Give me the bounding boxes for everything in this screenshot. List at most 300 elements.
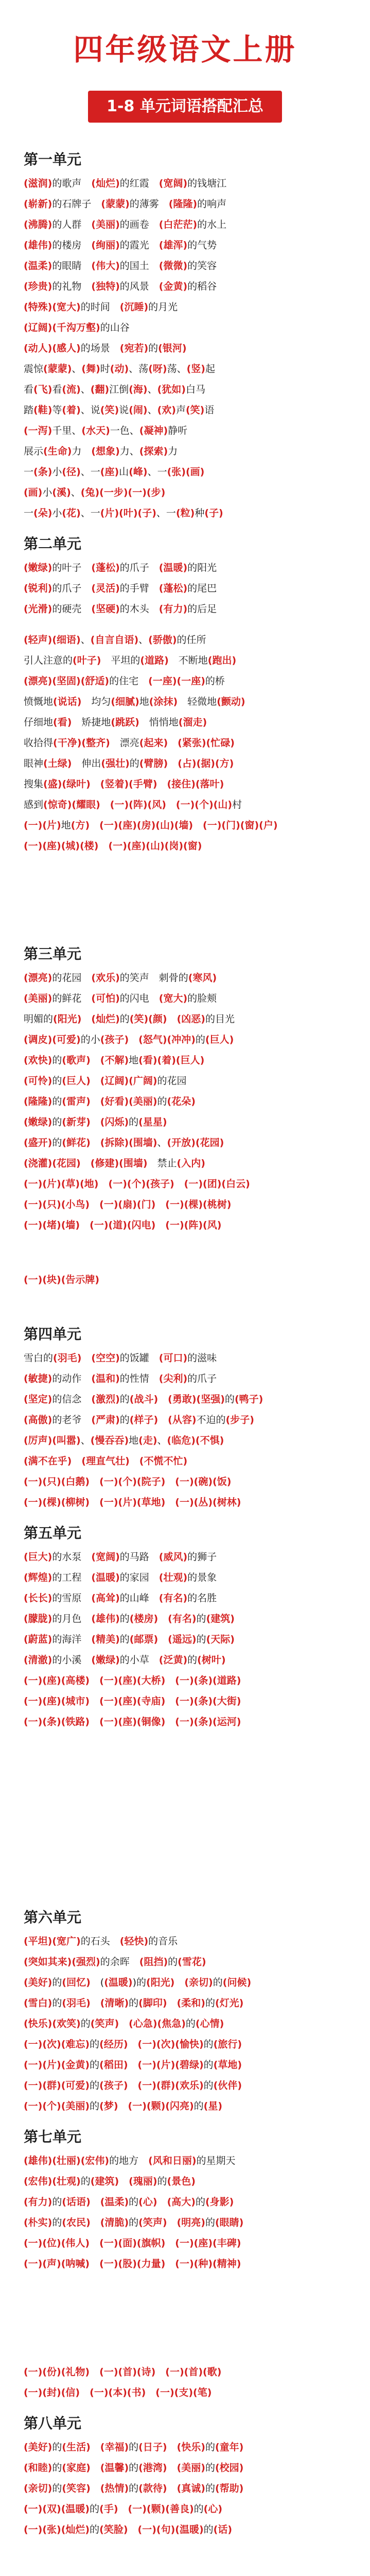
word-line: [24, 297, 346, 317]
highlight-word: (金黄): [158, 281, 188, 292]
highlight-word: (条): [33, 466, 52, 478]
word-line: [24, 1931, 346, 1952]
highlight-word: (峰): [129, 466, 148, 478]
word-line: [24, 214, 346, 235]
highlight-word: (绿叶): [62, 778, 91, 790]
plain-text: 的: [52, 1977, 62, 1988]
highlight-word: (星星): [138, 1116, 167, 1128]
plain-text: 的月光: [148, 301, 178, 313]
highlight-word: (轻快): [119, 1936, 149, 1947]
highlight-word: (幸福): [100, 2442, 129, 2453]
plain-text: [90, 2366, 99, 2378]
highlight-word: (涂抹): [149, 696, 178, 707]
highlight-word: (说话): [53, 696, 82, 707]
plain-text: [99, 1178, 109, 1190]
highlight-word: (理直气壮): [81, 1455, 130, 1467]
highlight-word: (座): [118, 1675, 137, 1686]
plain-text: 的后足: [187, 603, 217, 615]
plain-text: [128, 2039, 138, 2050]
highlight-word: (竖着): [100, 778, 129, 790]
highlight-word: (笑): [129, 1013, 149, 1025]
plain-text: 的老爷: [52, 1414, 92, 1426]
plain-text: 的: [205, 2483, 215, 2494]
highlight-word: (轻声): [24, 634, 52, 646]
plain-text: 均匀: [81, 696, 111, 707]
highlight-word: (白云): [221, 1178, 250, 1190]
highlight-word: (一): [90, 1219, 109, 1231]
plain-text: 的鲜花: [52, 993, 92, 1004]
plain-text: 的: [129, 2462, 139, 2473]
highlight-word: (一): [24, 2080, 43, 2091]
highlight-word: (一): [24, 2238, 43, 2249]
plain-text: 的霞光: [119, 240, 159, 251]
highlight-word: (天际): [206, 1634, 235, 1645]
highlight-word: (稻田): [99, 2059, 128, 2071]
highlight-word: (校园): [215, 2462, 244, 2473]
highlight-word: (风): [203, 1219, 222, 1231]
highlight-word: (风): [147, 799, 166, 810]
plain-text: 说: [119, 404, 129, 416]
highlight-word: (温暖): [91, 1572, 120, 1583]
highlight-word: (颜): [148, 1013, 167, 1025]
section-gap: [24, 1742, 346, 1820]
highlight-word: (一): [24, 840, 43, 852]
plain-text: 的: [52, 2442, 62, 2453]
word-line: [24, 630, 346, 650]
highlight-word: (一): [175, 1497, 194, 1508]
highlight-word: (一): [24, 1219, 43, 1231]
highlight-word: (画): [24, 487, 43, 498]
highlight-word: (宽大): [52, 301, 81, 313]
plain-text: 的响声: [197, 198, 227, 210]
plain-text: [91, 778, 100, 790]
plain-text: 的: [205, 2462, 215, 2473]
plain-text: [146, 2387, 155, 2398]
highlight-word: (竖): [186, 363, 205, 375]
word-line: [24, 1691, 346, 1711]
plain-text: 的景象: [187, 1572, 217, 1583]
plain-text: 地: [139, 696, 149, 707]
highlight-word: (张): [167, 466, 186, 478]
word-line: [24, 1451, 346, 1471]
plain-text: 的: [157, 2176, 167, 2187]
plain-text: [128, 2524, 138, 2535]
highlight-word: (亲切): [184, 1977, 213, 1988]
word-line: [24, 400, 346, 420]
section-gap: [24, 2284, 346, 2362]
highlight-word: (据): [196, 758, 215, 769]
plain-text: [168, 758, 178, 769]
plain-text: 轻微地: [178, 696, 217, 707]
highlight-word: (白鹅): [61, 1476, 90, 1487]
section-gap: [24, 867, 346, 944]
highlight-word: (一): [99, 2238, 118, 2249]
section-gap: [24, 1300, 346, 1324]
highlight-word: (首): [184, 2366, 203, 2378]
plain-text: 的信念: [52, 1394, 92, 1405]
highlight-word: (崭新): [24, 198, 52, 210]
highlight-word: (一): [175, 1476, 194, 1487]
highlight-word: (可爱): [52, 1034, 81, 1045]
plain-text: 的爪子: [187, 1373, 217, 1384]
plain-text: 的: [193, 2100, 204, 2112]
highlight-word: (怒气): [138, 1034, 167, 1045]
highlight-word: (辽阔): [100, 1075, 129, 1087]
highlight-word: (子): [204, 507, 223, 519]
unit-section: [24, 1907, 346, 2116]
plain-text: [90, 1497, 99, 1508]
highlight-word: (脚印): [138, 1997, 167, 2009]
unit-title: 第一单元: [24, 151, 82, 168]
highlight-word: (美丽): [129, 1096, 157, 1107]
highlight-word: (份): [42, 2366, 61, 2378]
highlight-word: (辉煌): [24, 1572, 52, 1583]
plain-text: 小: [42, 487, 52, 498]
highlight-word: (方): [215, 758, 234, 769]
highlight-word: (一): [24, 2387, 43, 2398]
highlight-word: (灿烂): [91, 1013, 120, 1025]
highlight-word: (宽阔): [91, 1551, 120, 1563]
word-line: [24, 2519, 346, 2540]
plain-text: [157, 2196, 167, 2208]
plain-text: 的花园: [157, 1075, 187, 1087]
highlight-word: (蓬松): [91, 562, 120, 573]
plain-text: 的眼睛: [52, 260, 92, 272]
word-line: [24, 1348, 346, 1368]
highlight-word: (一): [99, 1476, 118, 1487]
plain-text: [72, 1455, 81, 1467]
highlight-word: (只): [42, 1199, 61, 1210]
highlight-word: (美好): [24, 2442, 52, 2453]
highlight-word: (围墙): [129, 1137, 157, 1148]
highlight-word: (落叶): [195, 778, 224, 790]
plain-text: 的任所: [177, 634, 206, 646]
plain-text: 的: [52, 1137, 62, 1148]
highlight-word: (耀眼): [72, 799, 100, 810]
plain-text: [80, 1219, 90, 1231]
plain-text: 震惊: [24, 363, 44, 375]
plain-text: 的: [205, 2217, 215, 2228]
plain-text: 的: [52, 1055, 62, 1066]
plain-text: [168, 737, 178, 749]
highlight-word: (花朵): [167, 1096, 196, 1107]
plain-text: 的: [90, 2080, 100, 2091]
plain-text: 矫捷地: [72, 717, 111, 728]
highlight-word: (漂亮): [24, 972, 52, 984]
plain-text: [165, 1497, 175, 1508]
plain-text: [119, 2176, 129, 2187]
highlight-word: (地): [80, 1178, 99, 1190]
plain-text: 的笑声 刺骨的: [119, 972, 188, 984]
plain-text: [167, 1997, 177, 2009]
plain-text: 的水泵: [52, 1551, 92, 1563]
word-line: [24, 2382, 346, 2403]
plain-text: 、: [80, 634, 91, 646]
highlight-word: (帮助): [215, 2483, 244, 2494]
highlight-word: (动): [110, 363, 129, 375]
plain-text: 展示: [24, 446, 44, 457]
word-line: [24, 173, 346, 194]
plain-text: 的: [80, 2018, 91, 2029]
plain-text: [167, 1013, 177, 1025]
highlight-word: (方): [71, 820, 90, 831]
plain-text: 的闪电: [119, 993, 159, 1004]
highlight-word: (一): [165, 1199, 184, 1210]
highlight-word: (巨人): [205, 1034, 234, 1045]
highlight-word: (句): [156, 2524, 175, 2535]
plain-text: 的场景: [80, 343, 120, 354]
highlight-word: (孩子): [99, 2080, 128, 2091]
highlight-word: (树林): [213, 1497, 241, 1508]
highlight-word: (双): [42, 2503, 61, 2515]
highlight-word: (灿烂): [61, 2524, 90, 2535]
plain-text: 愤慨地: [24, 696, 54, 707]
highlight-word: (激烈): [91, 1394, 120, 1405]
word-line: [24, 712, 346, 733]
plain-text: [90, 2258, 99, 2269]
highlight-word: (沸腾): [24, 219, 52, 230]
highlight-word: (特殊): [24, 301, 52, 313]
highlight-word: (欢笑): [52, 2018, 81, 2029]
highlight-word: (款待): [138, 2483, 167, 2494]
highlight-word: (棵): [42, 1497, 61, 1508]
plain-text: 力: [168, 446, 178, 457]
plain-text: 的: [129, 2483, 139, 2494]
highlight-word: (阵): [184, 1219, 203, 1231]
plain-text: 、一: [80, 466, 100, 478]
highlight-word: (溜走): [178, 717, 207, 728]
section-gap: [24, 1246, 346, 1269]
word-line: [24, 1471, 346, 1492]
page-subtitle: 1-8 单元词语搭配汇总: [88, 91, 282, 123]
plain-text: [90, 820, 99, 831]
plain-text: 的爪子: [119, 562, 159, 573]
highlight-word: (道): [108, 1219, 127, 1231]
highlight-word: (厉声): [24, 1435, 52, 1446]
highlight-word: (雄伟): [24, 2155, 52, 2166]
highlight-word: (一): [99, 1716, 118, 1727]
highlight-word: (座): [118, 820, 137, 831]
highlight-word: (蔚蓝): [24, 1634, 52, 1645]
word-line: [24, 1670, 346, 1691]
plain-text: 的: [90, 2524, 100, 2535]
highlight-word: (叶子): [73, 655, 101, 666]
highlight-word: (群): [156, 2080, 175, 2091]
highlight-word: (手): [99, 2503, 118, 2515]
highlight-word: (次): [156, 2039, 175, 2050]
highlight-word: (生命): [43, 446, 72, 457]
highlight-word: (花园): [52, 1158, 81, 1169]
plain-text: [193, 820, 203, 831]
plain-text: 的: [148, 343, 158, 354]
plain-text: 的星期天: [196, 2155, 236, 2166]
word-line: [24, 1091, 346, 1112]
plain-text: [91, 1137, 100, 1148]
plain-text: 的: [52, 1096, 62, 1107]
highlight-word: (院子): [136, 1476, 166, 1487]
highlight-word: (巨大): [24, 1551, 52, 1563]
word-line: [24, 2075, 346, 2096]
highlight-word: (惊奇): [43, 799, 72, 810]
highlight-word: (眼睛): [215, 2217, 244, 2228]
page-title: 四年级语文上册: [73, 32, 297, 67]
word-line: [24, 2150, 346, 2171]
highlight-word: (宽大): [158, 993, 188, 1004]
highlight-word: (呐喊): [61, 2258, 90, 2269]
plain-text: 、: [80, 384, 91, 395]
highlight-word: (鲜花): [62, 1137, 91, 1148]
highlight-word: (户): [259, 820, 278, 831]
plain-text: 、一: [80, 507, 100, 519]
highlight-word: (温柔): [100, 2196, 129, 2208]
plain-text: 的: [195, 1034, 205, 1045]
unit-section: [24, 1523, 346, 1732]
highlight-word: (一): [137, 2524, 156, 2535]
plain-text: [91, 2462, 100, 2473]
highlight-word: (美好): [24, 1977, 52, 1988]
highlight-word: (铁路): [61, 1716, 90, 1727]
highlight-word: (坚强): [196, 1394, 225, 1405]
highlight-word: (隆隆): [24, 1096, 52, 1107]
plain-text: [91, 2217, 100, 2228]
section-gap: [24, 1830, 346, 1907]
highlight-word: (碗): [193, 1476, 213, 1487]
word-line: [24, 2055, 346, 2075]
plain-text: 、: [157, 1435, 167, 1446]
highlight-word: (不慌不忙): [139, 1455, 188, 1467]
highlight-word: (朦胧): [24, 1613, 52, 1624]
highlight-word: (问候): [222, 1977, 252, 1988]
plain-text: 的海洋: [52, 1634, 92, 1645]
highlight-word: (盛): [43, 778, 62, 790]
plain-text: [165, 1716, 175, 1727]
highlight-word: (精美): [91, 1634, 120, 1645]
highlight-word: (宽广): [52, 1936, 81, 1947]
plain-text: 江倒: [109, 384, 129, 395]
plain-text: 的钱塘江: [187, 178, 227, 189]
highlight-word: (海): [129, 384, 148, 395]
plain-text: 的硬壳: [52, 603, 92, 615]
plain-text: 地: [129, 1055, 139, 1066]
plain-text: 的脸颊: [187, 993, 217, 1004]
highlight-word: (一): [108, 840, 127, 852]
highlight-word: (楼房): [129, 1613, 158, 1624]
highlight-word: (一): [175, 799, 195, 810]
highlight-word: (家庭): [62, 2462, 91, 2473]
word-line: [24, 2233, 346, 2253]
plain-text: [100, 799, 110, 810]
highlight-word: (高耸): [91, 1592, 120, 1604]
highlight-word: (声): [42, 2258, 61, 2269]
highlight-word: (颤动): [217, 696, 245, 707]
highlight-word: (草): [61, 1178, 80, 1190]
plain-text: [155, 1219, 165, 1231]
word-line: [24, 1492, 346, 1513]
plain-text: 起: [205, 363, 215, 375]
highlight-word: (起来): [139, 737, 168, 749]
plain-text: 一: [24, 507, 34, 519]
highlight-word: (盛开): [24, 1137, 52, 1148]
highlight-word: (一): [24, 1497, 43, 1508]
highlight-word: (一泻): [24, 425, 52, 436]
plain-text: [167, 2442, 177, 2453]
highlight-word: (一): [165, 2366, 184, 2378]
units-container: [24, 149, 346, 2540]
plain-text: 的桥: [205, 675, 225, 687]
word-line: [24, 359, 346, 379]
word-line: [24, 1194, 346, 1215]
word-line: [24, 1112, 346, 1132]
highlight-word: (善良): [165, 2503, 194, 2515]
plain-text: [91, 1997, 100, 2009]
highlight-word: (宏伟): [80, 2155, 110, 2166]
highlight-word: (堵): [42, 1219, 61, 1231]
highlight-word: (可怜): [24, 1075, 52, 1087]
plain-text: 语: [204, 404, 215, 416]
word-line: [24, 1215, 346, 1235]
highlight-word: (一): [24, 1274, 43, 1285]
highlight-word: (想象): [91, 446, 120, 457]
plain-text: 的尾巴: [187, 583, 217, 594]
highlight-word: (雪花): [178, 1956, 206, 1968]
plain-text: [90, 1716, 99, 1727]
highlight-word: (细语): [52, 634, 81, 646]
highlight-word: (呀): [148, 363, 167, 375]
plain-text: 的阳光: [187, 562, 217, 573]
word-line: [24, 338, 346, 359]
highlight-word: (大街): [213, 1696, 241, 1707]
word-line: [24, 2013, 346, 2034]
highlight-word: (温暖): [61, 2503, 90, 2515]
plain-text: [118, 2100, 128, 2112]
highlight-word: (欢): [157, 404, 176, 416]
highlight-word: (有名): [168, 1613, 197, 1624]
plain-text: 的月色: [52, 1613, 92, 1624]
highlight-word: (位): [42, 2238, 61, 2249]
highlight-word: (一): [175, 1675, 194, 1686]
highlight-word: (碧绿): [175, 2059, 204, 2071]
highlight-word: (金黄): [61, 2059, 90, 2071]
highlight-word: (建筑): [206, 1613, 235, 1624]
highlight-word: (翻): [90, 384, 110, 395]
plain-text: 的: [168, 1956, 178, 1968]
highlight-word: (严肃): [91, 1414, 120, 1426]
highlight-word: (探索): [139, 446, 168, 457]
highlight-word: (快乐): [24, 2018, 52, 2029]
highlight-word: (一): [155, 2387, 174, 2398]
highlight-word: (慢吞吞): [90, 1435, 129, 1446]
plain-text: 伸出: [72, 758, 101, 769]
highlight-word: (从容): [168, 1414, 197, 1426]
word-line: [24, 1993, 346, 2013]
plain-text: [167, 2462, 177, 2473]
highlight-word: (白茫茫): [158, 219, 198, 230]
highlight-word: (漂亮): [24, 675, 52, 687]
plain-text: 千里、: [52, 425, 82, 436]
highlight-word: (个): [42, 2100, 61, 2112]
plain-text: 一色、: [110, 425, 139, 436]
highlight-word: (流): [62, 384, 81, 395]
highlight-word: (经历): [99, 2039, 128, 2050]
plain-text: 、: [80, 1435, 91, 1446]
plain-text: [81, 1352, 91, 1364]
plain-text: 、: [72, 363, 82, 375]
plain-text: 的: [119, 1394, 130, 1405]
highlight-word: (温暖): [175, 2524, 204, 2535]
word-line: [24, 2212, 346, 2233]
highlight-word: (干净): [53, 737, 82, 749]
plain-text: [128, 2080, 138, 2091]
